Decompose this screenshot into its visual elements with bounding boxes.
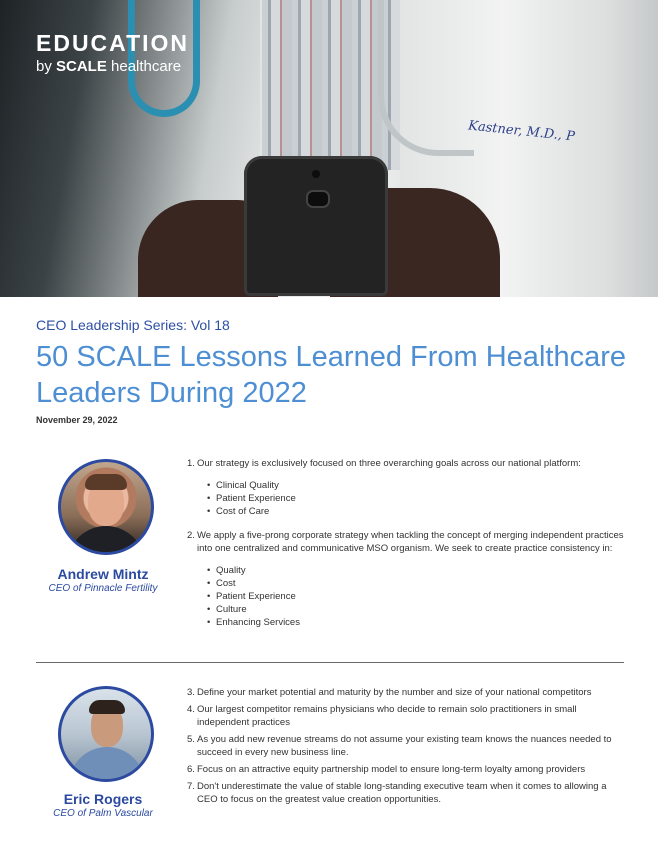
bullet-item: • Patient Experience (216, 492, 627, 505)
avatar-andrew-mintz (58, 459, 154, 555)
list-item: 1. Our strategy is exclusively focused on three overarching goals across our national platform: (187, 458, 581, 469)
coat-embroidery: Kastner, M.D., P (467, 118, 576, 145)
lessons-list-2 (187, 686, 627, 810)
bullet-item: • Cost of Care (216, 505, 627, 518)
page-title: 50 SCALE Lessons Learned From Healthcare Leaders During 2022 (36, 341, 626, 409)
logo-subline: by SCALE healthcare (36, 58, 182, 75)
lessons-list-1 (187, 457, 627, 640)
camera-icon (306, 190, 330, 208)
list-item: 6. Focus on an attractive equity partnership model to ensure long-term loyalty among providers (187, 764, 586, 775)
profile-role: CEO of Pinnacle Fertility (48, 583, 158, 594)
education-logo (36, 30, 189, 76)
avatar-eric-rogers (58, 686, 154, 782)
profile-name: Andrew Mintz (57, 566, 149, 582)
list-item: 4. Our largest competitor remains physicians who decide to remain solo practitioners in small independent practices (187, 704, 577, 728)
bullet-item: • Enhancing Services (216, 616, 627, 629)
profile-role: CEO of Palm Vascular (53, 808, 153, 819)
stethoscope-tube (378, 0, 474, 156)
bullet-item: • Quality (216, 564, 627, 577)
logo-wordmark: EDUCATION (36, 30, 190, 56)
publish-date: November 29, 2022 (36, 415, 118, 425)
profile-name: Eric Rogers (63, 791, 143, 807)
list-item: 7. Don't underestimate the value of stable long-standing executive team when it comes to allowing a CEO to focus on the greatest value creation opportunities. (187, 781, 607, 805)
list-item: 5. As you add new revenue streams do not assume your existing team knows the nuances needed to succeed in every new business line. (187, 734, 612, 758)
smartphone (244, 156, 388, 296)
bullet-item: • Culture (216, 603, 627, 616)
bullet-item: • Patient Experience (216, 590, 627, 603)
bullet-list (187, 564, 627, 629)
hero-photo (0, 0, 658, 297)
section-divider (36, 662, 624, 663)
bullet-list (187, 479, 627, 518)
list-item: 3. Define your market potential and maturity by the number and size of your national competitors (187, 687, 592, 698)
series-label: CEO Leadership Series: Vol 18 (36, 317, 230, 333)
bullet-item: • Cost (216, 577, 627, 590)
list-item: 2. We apply a five-prong corporate strategy when tackling the concept of merging independent practices into one centralized and communicative MSO organism. We seek to create practice consistency in: (187, 530, 624, 554)
bullet-item: • Clinical Quality (216, 479, 627, 492)
